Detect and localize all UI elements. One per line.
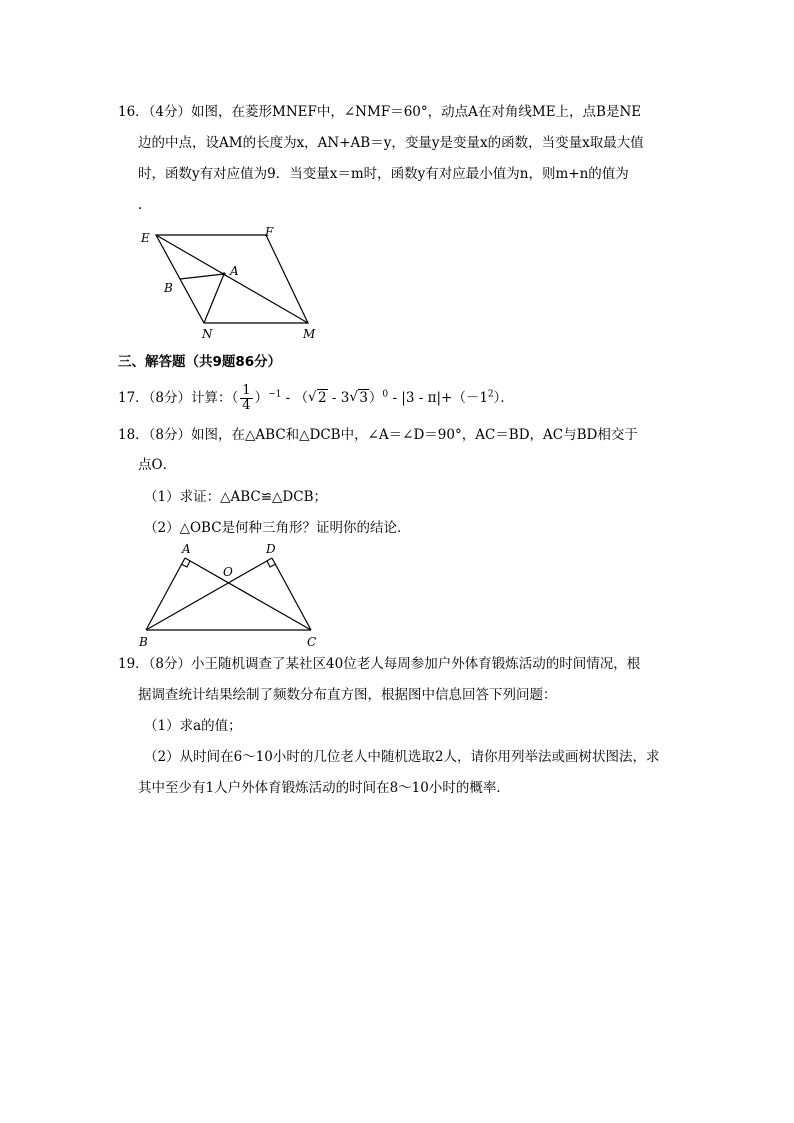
fraction	[240, 384, 252, 413]
exponent-3: 2	[487, 389, 494, 400]
sqrt-3: √ 3	[349, 388, 369, 408]
label-N: N	[202, 327, 213, 341]
q18-line-1: 18．（8分）如图，在△ABC和△DCB中，∠A＝∠D＝90°，AC＝BD，AC与BD相交于	[118, 427, 638, 443]
label-D: D	[266, 542, 276, 556]
sqrt-2: √ 2	[308, 388, 328, 408]
triangles-figure	[135, 538, 325, 650]
section-heading: 三、解答题（共9题86分）	[118, 354, 282, 370]
label-O: O	[223, 565, 233, 579]
q16-line-1: 16．（4分）如图，在菱形MNEF中，∠NMF＝60°，动点A在对角线ME上，点B是NE	[118, 104, 642, 120]
fraction-denominator: 4	[242, 398, 251, 413]
q17-text-6: ）．	[493, 390, 514, 406]
q19-line-1: 19．（8分）小王随机调查了某社区40位老人每周参加户外体育锻炼活动的时间情况，根	[118, 656, 641, 672]
q19-line-2: 据调查统计结果绘制了频数分布直方图，根据图中信息回答下列问题：	[138, 687, 557, 703]
q18-sub-2: （2）△OBC是何种三角形？证明你的结论．	[144, 520, 411, 536]
q16-line-3: 时，函数y有对应值为9．当变量x＝m时，函数y有对应最小值为n，则m+n的值为	[138, 166, 629, 182]
q17-prefix: 17．（8分）计算：（	[118, 390, 239, 406]
q17-line	[118, 384, 514, 413]
exponent-1: −1	[268, 389, 282, 400]
q19-sub-1: （1）求a的值；	[144, 718, 242, 734]
label-F: F	[265, 225, 274, 239]
q18-line-2: 点O．	[138, 457, 177, 473]
q17-text-1: ）	[254, 390, 269, 406]
label-E: E	[141, 231, 150, 245]
rhombus-figure	[135, 224, 325, 344]
label-A: A	[230, 264, 239, 278]
label-C: C	[307, 635, 317, 649]
q17-text-4: ）	[368, 390, 383, 406]
q19-sub-3: 其中至少有1人户外体育锻炼活动的时间在8～10小时的概率．	[138, 780, 510, 796]
fraction-numerator: 1	[242, 383, 251, 398]
label-M: M	[303, 327, 316, 341]
label-B: B	[139, 635, 148, 649]
q17-text-3: - 3	[327, 390, 350, 406]
q17-text-5: - |3 - π|+（－1	[388, 390, 488, 406]
label-A: A	[182, 542, 191, 556]
q16-line-2: 边的中点，设AM的长度为x，AN+AB＝y，变量y是变量x的函数，当变量x取最大值	[138, 135, 644, 151]
exponent-2: 0	[382, 389, 389, 400]
label-B: B	[164, 281, 173, 295]
q19-sub-2: （2）从时间在6～10小时的几位老人中随机选取2人，请你用列举法或画树状图法，求	[144, 749, 660, 765]
q16-line-4: .	[138, 197, 143, 213]
q18-sub-1: （1）求证：△ABC≌△DCB；	[144, 489, 327, 505]
q17-text-2: - （	[281, 390, 308, 406]
